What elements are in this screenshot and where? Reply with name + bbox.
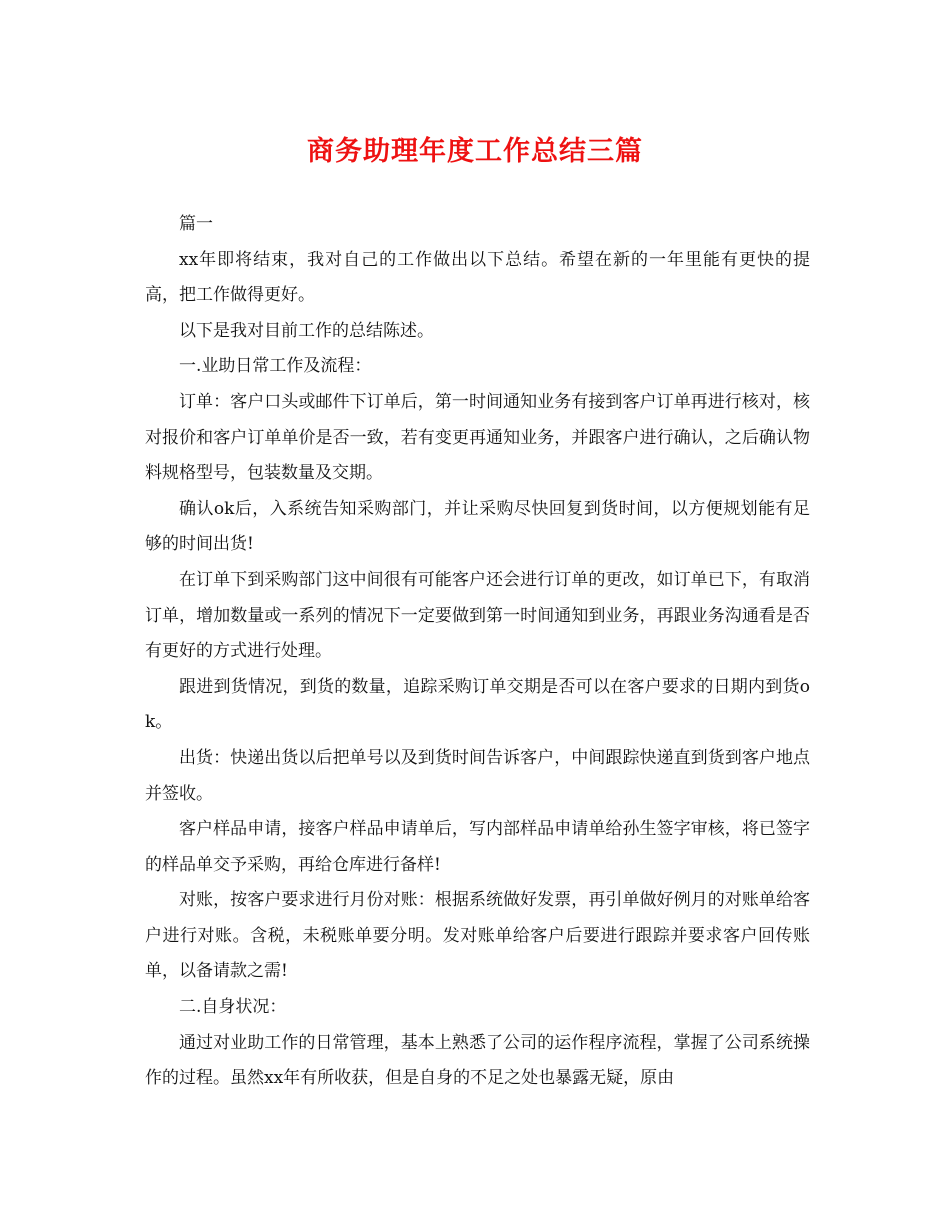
paragraph: 以下是我对目前工作的总结陈述。 xyxy=(179,320,434,341)
paragraph: 在订单下到采购部门这中间很有可能客户还会进行订单的更改，如订单已下，有取消订单，增加数量或一系列的情况下一定要做到第一时间通知到业务，再跟业务沟通看是否有更好的方式进行处理。 xyxy=(145,569,810,662)
document-body xyxy=(145,207,810,1097)
paragraph: 对账，按客户要求进行月份对账：根据系统做好发票，再引单做好例月的对账单给客户进行对账。含税，未税账单要分明。发对账单给客户后要进行跟踪并要求客户回传账单，以备请款之需! xyxy=(145,890,810,982)
paragraph: 出货：快递出货以后把单号以及到货时间告诉客户，中间跟踪快递直到货到客户地点并签收。 xyxy=(145,747,810,804)
paragraph: xx年即将结束，我对自己的工作做出以下总结。希望在新的一年里能有更快的提高，把工作做得更好。 xyxy=(145,249,810,306)
paragraph: 确认ok后，入系统告知采购部门，并让采购尽快回复到货时间，以方便规划能有足够的时间出货! xyxy=(145,498,810,555)
paragraph: 二.自身状况： xyxy=(179,997,287,1018)
paragraph: 一.业助日常工作及流程： xyxy=(179,356,372,377)
paragraph: 客户样品申请，接客户样品申请单后，写内部样品申请单给孙生签字审核，将已签字的样品单交予采购，再给仓库进行备样! xyxy=(145,819,810,875)
paragraph: 篇一 xyxy=(179,214,213,234)
paragraph: 通过对业助工作的日常管理，基本上熟悉了公司的运作程序流程，掌握了公司系统操作的过程。虽然xx年有所收获，但是自身的不足之处也暴露无疑，原由 xyxy=(145,1032,810,1089)
paragraph: 跟进到货情况，到货的数量，追踪采购订单交期是否可以在客户要求的日期内到货ok。 xyxy=(145,676,810,733)
paragraph: 订单：客户口头或邮件下订单后，第一时间通知业务有接到客户订单再进行核对，核对报价和客户订单单价是否一致，若有变更再通知业务，并跟客户进行确认，之后确认物料规格型号，包装数量及交期。 xyxy=(145,391,810,484)
document-title: 商务助理年度工作总结三篇 xyxy=(307,136,643,167)
